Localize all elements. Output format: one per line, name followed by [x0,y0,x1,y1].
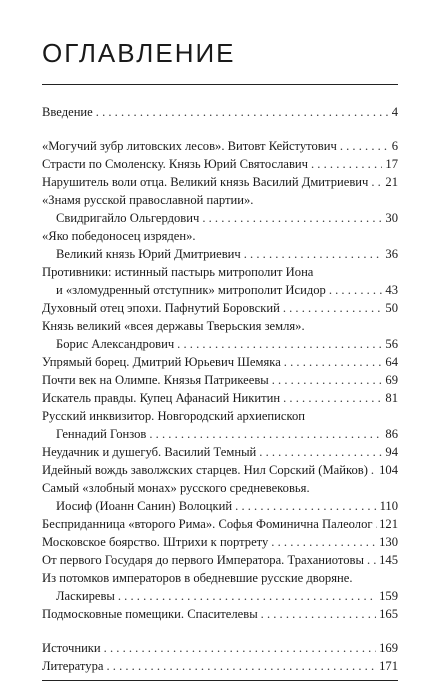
toc-page-number: 56 [385,337,398,351]
toc-entry[interactable] [42,356,398,374]
toc-entry-title: Бесприданница «второго Рима». Софья Фоминична Палеолог [42,517,373,531]
toc-leader-dots [96,106,389,119]
toc-entry-title: Борис Александрович [56,337,175,351]
toc-leader-dots [149,428,382,441]
toc-entry-title: Упрямый борец. Дмитрий Юрьевич Шемяка [42,355,281,369]
page-title: ОГЛАВЛЕНИЕ [42,38,236,68]
toc-entry-continuation[interactable] [56,212,398,230]
toc-entry-title: и «зломудренный отступник» митрополит Исидор [56,283,326,297]
toc-leader-dots [367,554,376,567]
toc-leader-dots [371,464,376,477]
toc-entry-title: Русский инквизитор. Новгородский архиепископ [42,409,306,423]
toc-entry-title: Самый «злобный монах» русского средневековья. [42,481,310,495]
toc-entry-title: Почти век на Олимпе. Князья Патрикеевы [42,373,269,387]
toc-entry-title: Иосиф (Иоанн Санин) Волоцкий [56,499,233,513]
toc-entry-title: Великий князь Юрий Дмитриевич [56,247,241,261]
toc-entry[interactable] [42,446,398,464]
toc-page-number: 165 [379,607,398,621]
toc-entry[interactable] [42,158,398,176]
toc-leader-dots [177,338,382,351]
toc-entry-title: Противники: истинный пастырь митрополит Иона [42,265,314,279]
toc-page-number: 43 [385,283,398,297]
toc-leader-dots [371,176,382,189]
toc-leader-dots [376,518,377,531]
toc-entry[interactable] [42,392,398,410]
toc-entry[interactable] [42,554,398,572]
toc-entry[interactable] [42,140,398,158]
toc-leader-dots [283,392,382,405]
toc-entry-title: От первого Государя до первого Императора. Траханиотовы [42,553,364,567]
toc-leader-dots [235,500,376,513]
toc-entry[interactable] [42,642,398,660]
toc-leader-dots [284,356,383,369]
toc-page-number: 69 [385,373,398,387]
toc-entry[interactable] [42,230,398,248]
toc-page-number: 30 [385,211,398,225]
toc-page-number: 81 [385,391,398,405]
toc-entry-title: Идейный вождь заволжских старцев. Нил Сорский (Майков) [42,463,368,477]
toc-page-number: 17 [385,157,398,171]
toc-leader-dots [283,302,383,315]
toc-leader-dots [311,158,382,171]
toc-page-number: 104 [379,463,398,477]
toc-entry-continuation[interactable] [56,338,398,356]
toc-entry-title: «Яко победоносец изряден». [42,229,196,243]
toc-entry[interactable] [42,266,398,284]
toc-leader-dots [329,284,383,297]
toc-entry[interactable] [42,410,398,428]
toc-entry-continuation[interactable] [56,590,398,608]
toc-leader-dots [272,374,383,387]
toc-entry[interactable] [42,106,398,124]
toc-leader-dots [106,660,376,673]
toc-entry-continuation[interactable] [56,500,398,518]
toc-entry[interactable] [42,176,398,194]
toc-page-number: 86 [385,427,398,441]
toc-entry-title: Из потомков императоров в обедневшие русские дворяне. [42,571,353,585]
toc-page-number: 121 [379,517,398,531]
toc-leader-dots [244,248,383,261]
toc-entry-title: Князь великий «всея державы Тверьския земля». [42,319,305,333]
toc-page-number: 50 [385,301,398,315]
toc-entry-continuation[interactable] [56,428,398,446]
toc-entry[interactable] [42,464,398,482]
toc-entry-title: Московское боярство. Штрихи к портрету [42,535,269,549]
toc-leader-dots [340,140,389,153]
toc-page-number: 145 [379,553,398,567]
toc-entry-title: Нарушитель воли отца. Великий князь Василий Дмитриевич [42,175,369,189]
toc-entry-title: Духовный отец эпохи. Пафнутий Боровский [42,301,280,315]
toc-page-number: 4 [391,105,398,119]
toc-entry[interactable] [42,518,398,536]
toc-entry[interactable] [42,482,398,500]
toc-entry[interactable] [42,194,398,212]
toc-page-number: 94 [385,445,398,459]
toc-entry[interactable] [42,302,398,320]
toc-leader-dots [261,608,376,621]
toc-leader-dots [271,536,376,549]
toc-page-number: 159 [379,589,398,603]
toc-page-number: 110 [379,499,398,513]
toc-page-number: 130 [379,535,398,549]
toc-entry-continuation[interactable] [56,248,398,266]
toc-entry-title: «Могучий зубр литовских лесов». Витовт Кейстутович [42,139,337,153]
toc-entry[interactable] [42,660,398,678]
toc-entry-title: Страсти по Смоленску. Князь Юрий Святославич [42,157,308,171]
toc-leader-dots [104,642,376,655]
toc-entry-title: «Знамя русской православной партии». [42,193,254,207]
toc-entry-title: Ласкиревы [56,589,115,603]
toc-page-number: 64 [385,355,398,369]
toc-entry-continuation[interactable] [56,284,398,302]
toc-entry-title: Искатель правды. Купец Афанасий Никитин [42,391,281,405]
toc-entry-title: Введение [42,105,93,119]
toc-entry-title: Источники [42,641,101,655]
toc-entry-title: Литература [42,659,104,673]
toc-leader-dots [202,212,382,225]
toc-leader-dots [118,590,376,603]
toc-entry[interactable] [42,374,398,392]
toc-leader-dots [259,446,382,459]
toc-entry[interactable] [42,320,398,338]
toc-entry-title: Неудачник и душегуб. Василий Темный [42,445,257,459]
toc-entry-title: Геннадий Гонзов [56,427,147,441]
toc-page-number: 21 [385,175,398,189]
toc-page-number: 171 [379,659,398,673]
bottom-divider [42,680,398,681]
toc-page-number: 169 [379,641,398,655]
toc-entry[interactable] [42,608,398,626]
toc-page-number: 6 [391,139,398,153]
toc-entry-title: Подмосковные помещики. Спасителевы [42,607,258,621]
toc-entry[interactable] [42,572,398,590]
toc-page-number: 36 [385,247,398,261]
toc-entry-title: Свидригайло Ольгердович [56,211,200,225]
title-divider [42,84,398,85]
toc-entry[interactable] [42,536,398,554]
